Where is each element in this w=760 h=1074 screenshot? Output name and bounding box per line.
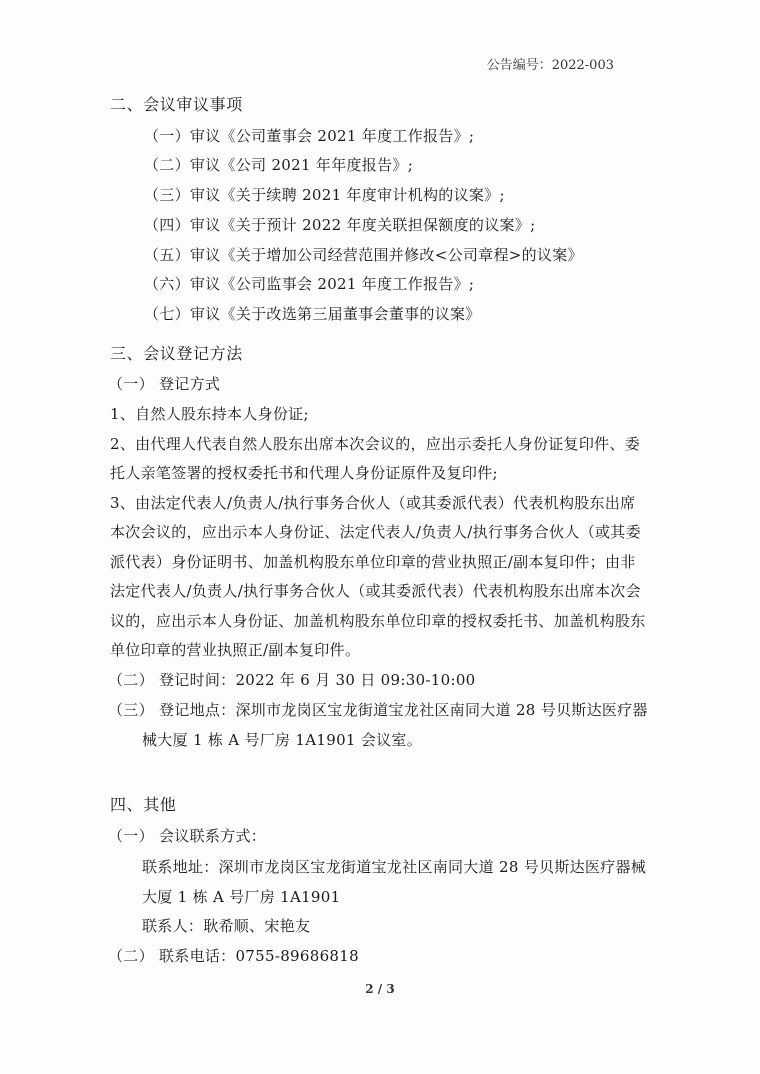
section3-method-2-line2: 托人亲笔签署的授权委托书和代理人身份证原件及复印件;	[110, 464, 498, 482]
section2-item-1: （一）审议《公司董事会 2021 年度工作报告》;	[144, 127, 475, 145]
section3-sub3-line1: （三） 登记地点：深圳市龙岗区宝龙街道宝龙社区南同大道 28 号贝斯达医疗器	[108, 701, 648, 719]
section3-title: 三、会议登记方法	[110, 344, 243, 363]
section2-item-4: （四）审议《关于预计 2022 年度关联担保额度的议案》;	[144, 216, 536, 234]
page-number: 2 / 3	[365, 982, 395, 996]
section2-title: 二、会议审议事项	[110, 95, 243, 114]
announcement-number: 公告编号：2022-003	[486, 58, 614, 73]
section3-method-1: 1、自然人股东持本人身份证;	[110, 405, 309, 423]
section2-item-3: （三）审议《关于续聘 2021 年度审计机构的议案》;	[144, 186, 505, 204]
section3-sub3-line2: 械大厦 1 栋 A 号厂房 1A1901 会议室。	[142, 731, 423, 749]
section4-sub2-phone: （二） 联系电话：0755-89686818	[108, 947, 359, 965]
section3-method-3-line6: 单位印章的营业执照正/副本复印件。	[110, 641, 361, 659]
section3-sub2: （二） 登记时间：2022 年 6 月 30 日 09:30-10:00	[108, 671, 476, 689]
section3-method-3-line2: 本次会议的，应出示本人身份证、法定代表人/负责人/执行事务合伙人（或其委	[110, 523, 641, 541]
section3-sub1: （一） 登记方式	[108, 375, 221, 393]
section2-item-7: （七）审议《关于改选第三届董事会董事的议案》	[144, 305, 481, 323]
section3-method-3-line1: 3、由法定代表人/负责人/执行事务合伙人（或其委派代表）代表机构股东出席	[110, 494, 636, 512]
contact-address-line2: 大厦 1 栋 A 号厂房 1A1901	[142, 888, 341, 906]
contact-address-line1: 联系地址：深圳市龙岗区宝龙街道宝龙社区南同大道 28 号贝斯达医疗器械	[142, 858, 647, 876]
section3-method-3-line4: 法定代表人/负责人/执行事务合伙人（或其委派代表）代表机构股东出席本次会	[110, 582, 641, 600]
section4-title: 四、其他	[110, 795, 177, 814]
section3-method-3-line3: 派代表）身份证明书、加盖机构股东单位印章的营业执照正/副本复印件；由非	[110, 553, 636, 571]
contact-persons: 联系人：耿希顺、宋艳友	[142, 917, 311, 935]
section3-method-2-line1: 2、由代理人代表自然人股东出席本次会议的，应出示委托人身份证复印件、委	[110, 435, 641, 453]
section3-method-3-line5: 议的，应出示本人身份证、加盖机构股东单位印章的授权委托书、加盖机构股东	[110, 612, 646, 630]
section2-item-5: （五）审议《关于增加公司经营范围并修改<公司章程>的议案》	[144, 246, 583, 264]
section2-item-6: （六）审议《公司监事会 2021 年度工作报告》;	[144, 275, 475, 293]
section2-item-2: （二）审议《公司 2021 年年度报告》;	[144, 156, 414, 174]
section4-sub1: （一） 会议联系方式：	[108, 827, 267, 845]
